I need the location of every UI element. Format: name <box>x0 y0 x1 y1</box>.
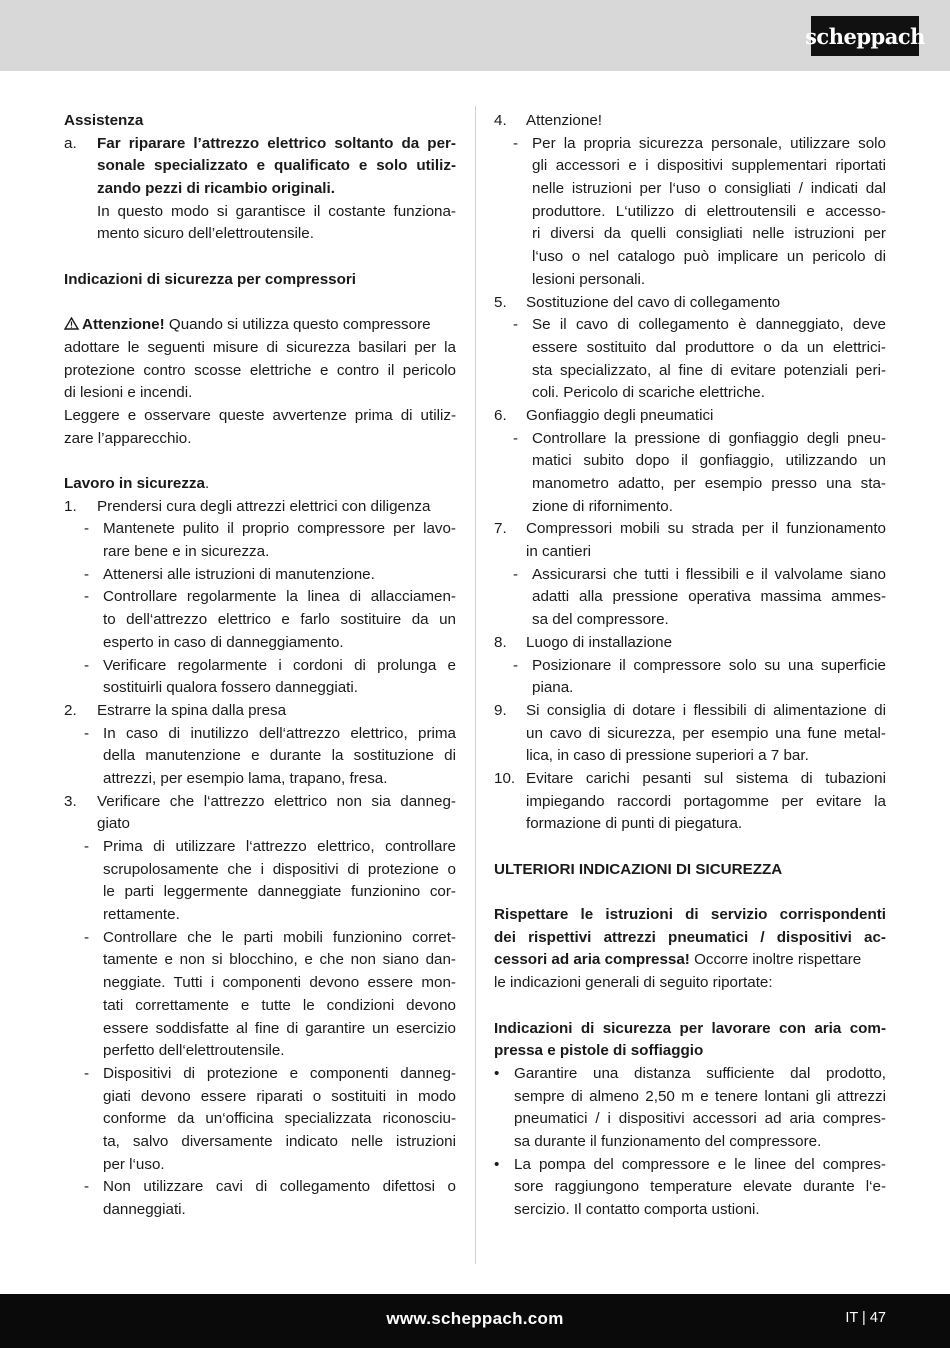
dash-marker: - <box>513 316 519 334</box>
compressori-heading: Indicazioni di sicurezza per compressori <box>64 270 357 288</box>
warning-triangle-icon <box>64 317 79 330</box>
list-item: 10. Evitare carichi pesanti sul sistema di tubazioni impiegando raccordi portagomme per evitare la formazione di punti di piegatura. <box>494 769 886 833</box>
list-item: 2. Estrarre la spina dalla presa <box>64 701 287 719</box>
bullet-marker: • <box>494 1064 500 1082</box>
dash-marker: - <box>84 1064 90 1082</box>
dash-item: - Prima di utilizzare l‘attrezzo elettrico, controllare scrupolosamente che i dispositivi di protezione o le parti leggermente danneggiate funzionino cor- rettamente. <box>84 838 456 924</box>
bullet-item: • Garantire una distanza sufficiente dal prodotto, sempre di almeno 2,50 m e tenere lontani gli attrezzi pneumatici / i dispositivi accessori ad aria compres- sa durante il funzionamento del compressore. <box>494 1064 886 1150</box>
dash-marker: - <box>84 1178 90 1196</box>
dash-marker: - <box>84 520 90 538</box>
dash-marker: - <box>513 565 519 583</box>
dash-item: - Dispositivi di protezione e componenti danneg- giati devono essere riparati o sostituiti in modo conforme da un‘officina specializzata riconosciu- ta, salvo diversamente indicato nelle istruzioni per l‘uso. <box>84 1064 456 1173</box>
list-item: 1. Prendersi cura degli attrezzi elettrici con diligenza <box>64 497 431 515</box>
assistenza-heading: Assistenza <box>64 112 144 129</box>
list-item: 4. Attenzione! <box>494 112 602 129</box>
aria-heading: Indicazioni di sicurezza per lavorare con aria com- <box>494 1019 886 1037</box>
dash-item: - Per la propria sicurezza personale, utilizzare solo gli accessori e i dispositivi supplementari riportati nelle istruzioni per l‘uso o consigliati / indicati dal produttore. L‘utilizzo di elettroutensili e accesso- ri diversi da quelli consigliati nelle istruzioni per l‘uso o nel catalogo può implicare un pericolo di lesioni personali. <box>513 134 886 288</box>
dash-item: - Se il cavo di collegamento è danneggiato, deve essere sostituito dal produttore o da un elettrici- sta specializzato, al fine di evitare potenziali peri- coli. Pericolo di scariche elettriche. <box>513 316 886 402</box>
ulteriori-heading: ULTERIORI INDICAZIONI DI SICUREZZA <box>494 860 783 878</box>
assistenza-item-a: a. Far riparare l’attrezzo elettrico soltanto da per- sonale specializzato e qualificato e solo utiliz- zando pezzi di ricambio originali. In questo modo si garantisce il costante funziona- mento sicuro dell’elettroutensile. <box>64 134 456 243</box>
right-column: 4. Attenzione! - Per la propria sicurezza personale, utilizzare solo gli accessori e i dispositivi supplementari riportati nelle istruzioni per l‘uso o consigliati / indicati dal produttore. L‘utilizzo di elettroutensili e accesso- ri diversi da quelli consigliati nelle istruzioni per l‘uso o nel catalogo può implicare un pericolo di lesioni personali. 5. Sostituzione del cavo di collegamento - Se il cavo di collegamento è danneggiato, deve essere sostituito dal produttore o da un elettrici- sta specializzato, al fine di evitare potenziali peri- coli. Pericolo di scariche elettriche. 6. Gonfiaggio degli pneumatici - Controllare la pressione di gonfiaggio degli pneu- matici subito dopo il gonfiaggio, utilizzando un manometro adatto, per esempio presso una sta- zione di rifornimento. 7. Compressori mobili su strada per il funzionamento in cantieri - Assicurarsi che tutti i flessibili e il valvolame siano adatti alla pressione operativa massima ammes- sa del compressore. 8. Luogo di installazione - Posizionare il compressore solo su una superficie piana. 9. Si consiglia di dotare i flessibili di alimentazione di un cavo di sicurezza, per esempio una fune metal- lica, in caso di pressione superiori a 7 bar. 10. Evitare carichi pesanti sul sistema di tubazioni impiegando raccordi portagomme per evitare la formazione di punti di piegatura. ULTERIORI INDICAZIONI DI SICUREZZA Rispettare le istruzioni di servizio corrispondenti dei rispettivi attrezzi pneumatici / dispositivi ac- cessori ad aria compressa! Occorre inoltre rispettare le indicazioni generali di seguito riportate: Indicazioni di sicurezza per lavorare con aria com- pressa e pistole di soffiaggio • Garantire una distanza sufficiente dal prodotto, sempre di almeno 2,50 m e tenere lontani gli attrezzi pneumatici / i dispositivi accessori ad aria compres- sa durante il funzionamento del compressore. • La pompa del compressore e le linee del compres- sore raggiungono temperature elevate durante l‘e- sercizio. Il contatto comporta ustioni. <box>494 110 886 1222</box>
dash-marker: - <box>84 928 90 946</box>
dash-item: - Verificare regolarmente i cordoni di prolunga e sostituirli qualora fossero danneggiati. <box>84 656 456 697</box>
dash-item: - Controllare che le parti mobili funzionino corret- tamente e non si blocchino, e che non siano dan- neggiate. Tutti i componenti devono essere mon- tati correttamente e tutte le condizioni devono essere soddisfatte al fine di garantire un esercizio perfetto dell‘elettroutensile. <box>84 928 456 1060</box>
left-list <box>64 496 456 1222</box>
page-number: IT | 47 <box>845 1310 886 1326</box>
dash-marker: - <box>513 134 519 152</box>
left-column: Assistenza a. Far riparare l’attrezzo elettrico soltanto da per- sonale specializzato e qualificato e solo utiliz- zando pezzi di ricambio originali. In questo modo si garantisce il costante funziona- mento sicuro dell’elettroutensile. Indicazioni di sicurezza per compressori Attenzione! Quando si utilizza questo compressore adottare le seguenti misure di sicurezza basilari per la protezione contro scosse elettriche e contro il pericolo di lesioni e incendi. Leggere e osservare queste avvertenze prima di utiliz- zare l’apparecchio. Lavoro in sicurezza. 1. Prendersi cura degli attrezzi elettrici con diligenza - Mantenete pulito il proprio compressore per lavo- rare bene e in sicurezza. - Attenersi alle istruzioni di manutenzione. - Controllare regolarmente la linea di allacciamen- to dell‘attrezzo elettrico e farlo sostituire da un esperto in caso di danneggiamento. - Verificare regolarmente i cordoni di prolunga e sostituirli qualora fossero danneggiati. 2. Estrarre la spina dalla presa - In caso di inutilizzo dell‘attrezzo elettrico, prima della manutenzione e durante la sostituzione di attrezzi, per esempio lama, trapano, fresa. 3. Verificare che l‘attrezzo elettrico non sia danneg- giato - Prima di utilizzare l‘attrezzo elettrico, controllare scrupolosamente che i dispositivi di protezione o le parti leggermente danneggiate funzionino cor- rettamente. - Controllare che le parti mobili funzionino corret- tamente e non si blocchino, e che non siano dan- neggiate. Tutti i componenti devono essere mon- tati correttamente e tutte le condizioni devono essere soddisfatte al fine di garantire un esercizio perfetto dell‘elettroutensile. - Dispositivi di protezione e componenti danneg- giati devono essere riparati o sostituiti in modo conforme da un‘officina specializzata riconosciu- ta, salvo diversamente indicato nelle istruzioni per l‘uso. - Non utilizzare cavi di collegamento difettosi o danneggiati. <box>64 110 456 1222</box>
dash-item: - Attenersi alle istruzioni di manutenzione. <box>64 564 456 587</box>
dash-item: - Controllare regolarmente la linea di allacciamen- to dell‘attrezzo elettrico e farlo sostituire da un esperto in caso di danneggiamento. <box>84 588 456 651</box>
footer-url[interactable]: www.scheppach.com <box>386 1309 564 1328</box>
bullet-list <box>494 1063 886 1222</box>
column-divider <box>475 106 476 1264</box>
dash-item: - Non utilizzare cavi di collegamento difettosi o danneggiati. <box>84 1178 456 1218</box>
dash-marker: - <box>84 838 90 855</box>
dash-marker: - <box>84 724 90 742</box>
dash-marker: - <box>513 429 519 447</box>
warning-paragraph: Attenzione! Quando si utilizza questo compressore <box>64 314 456 337</box>
brand-logo: scheppach <box>811 16 919 56</box>
dash-marker: - <box>84 656 90 674</box>
list-item: 9. Si consiglia di dotare i flessibili di alimentazione di un cavo di sicurezza, per esempio una fune metal- lica, in caso di pressione superiori a 7 bar. <box>494 701 886 765</box>
list-item: 8. Luogo di installazione <box>494 633 673 651</box>
dash-item: - Assicurarsi che tutti i flessibili e il valvolame siano adatti alla pressione operativa massima ammes- sa del compressore. <box>513 565 886 629</box>
lavoro-heading: Lavoro in sicurezza. <box>64 475 210 492</box>
list-item: 6. Gonfiaggio degli pneumatici <box>494 406 714 424</box>
list-item: 5. Sostituzione del cavo di collegamento <box>494 293 781 311</box>
list-item: 3. Verificare che l‘attrezzo elettrico non sia danneg- giato <box>64 792 456 833</box>
bullet-item: • La pompa del compressore e le linee del compres- sore raggiungono temperature elevate durante l‘e- sercizio. Il contatto comporta ustioni. <box>494 1155 886 1218</box>
dash-marker: - <box>84 565 90 583</box>
dash-marker: - <box>84 588 90 606</box>
dash-marker: - <box>513 656 519 674</box>
dash-item: - In caso di inutilizzo dell‘attrezzo elettrico, prima della manutenzione e durante la sostituzione di attrezzi, per esempio lama, trapano, fresa. <box>84 724 456 787</box>
dash-item: - Mantenete pulito il proprio compressore per lavo- rare bene e in sicurezza. <box>84 520 456 561</box>
right-list <box>494 110 886 836</box>
dash-item: - Controllare la pressione di gonfiaggio degli pneu- matici subito dopo il gonfiaggio, utilizzando un manometro adatto, per esempio presso una sta- zione di rifornimento. <box>513 429 886 515</box>
list-item: 7. Compressori mobili su strada per il funzionamento in cantieri <box>494 520 886 561</box>
dash-item: - Posizionare il compressore solo su una superficie piana. <box>513 656 886 697</box>
bullet-marker: • <box>494 1155 500 1173</box>
